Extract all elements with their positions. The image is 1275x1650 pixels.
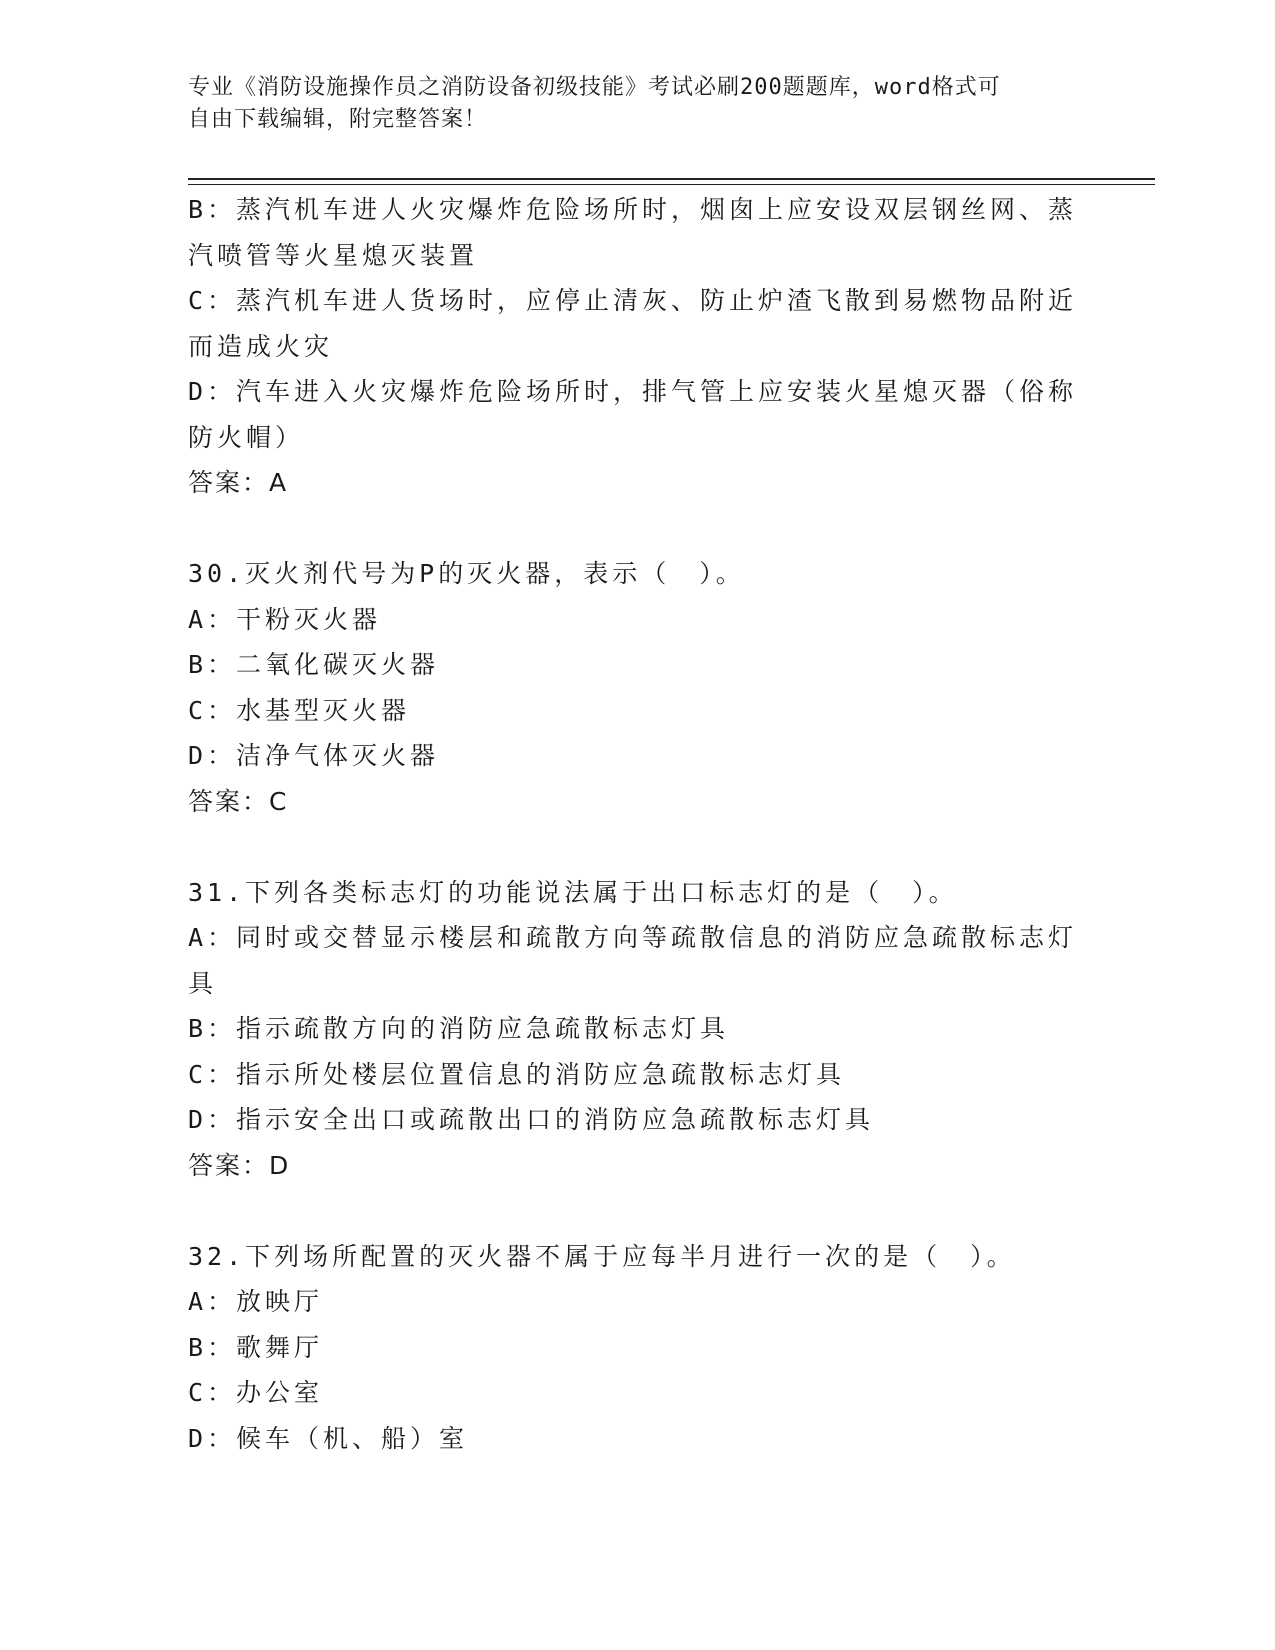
answer-text: 答案：C: [188, 786, 289, 816]
option-d: D：洁净气体灭火器: [188, 741, 440, 770]
option-c: C：办公室: [188, 1378, 324, 1407]
option-b: B：歌舞厅: [188, 1332, 324, 1362]
option-a: A：放映厅: [188, 1287, 324, 1316]
question-31: [188, 870, 1088, 1189]
option-b-line1: B：蒸汽机车进人火灾爆炸危险场所时，烟囱上应安设双层钢丝网、蒸: [188, 195, 1078, 224]
option-c-line2: 而造成火灾: [188, 331, 334, 361]
option-b-line2: 汽喷管等火星熄灭装置: [188, 240, 479, 270]
question-30: [188, 551, 1088, 824]
question-29-continued: [188, 187, 1088, 506]
question-list: [188, 187, 1088, 1461]
option-d: D：候车（机、船）室: [188, 1423, 469, 1453]
option-d: D：指示安全出口或疏散出口的消防应急疏散标志灯具: [188, 1105, 875, 1134]
question-text: 31.下列各类标志灯的功能说法属于出口标志灯的是（ ）。: [188, 877, 958, 907]
option-c-line1: C：蒸汽机车进人货场时，应停止清灰、防止炉渣飞散到易燃物品附近: [188, 286, 1078, 315]
page-header: [188, 72, 1068, 136]
question-32: [188, 1234, 1088, 1462]
spacer: [188, 824, 1088, 870]
option-a: A：干粉灭火器: [188, 604, 382, 634]
question-text: 30.灭火剂代号为P的灭火器，表示（ ）。: [188, 559, 745, 588]
option-b: B：二氧化碳灭火器: [188, 650, 440, 679]
option-c: C：指示所处楼层位置信息的消防应急疏散标志灯具: [188, 1059, 846, 1089]
option-d-line2: 防火帽）: [188, 422, 305, 452]
header-title-line2: 自由下载编辑，附完整答案！: [188, 107, 488, 132]
header-divider-thick: [188, 178, 1155, 180]
header-title-line1: 专业《消防设施操作员之消防设备初级技能》考试必刷200题题库，word格式可: [188, 75, 1001, 100]
option-c: C：水基型灭火器: [188, 695, 411, 725]
question-text: 32.下列场所配置的灭火器不属于应每半月进行一次的是（ ）。: [188, 1241, 1016, 1271]
spacer: [188, 506, 1088, 552]
option-d-line1: D：汽车进入火灾爆炸危险场所时，排气管上应安装火星熄灭器（俗称: [188, 377, 1078, 406]
spacer: [188, 1188, 1088, 1234]
answer-text: 答案：D: [188, 1150, 291, 1180]
option-a-line2: 具: [188, 968, 218, 998]
option-b: B：指示疏散方向的消防应急疏散标志灯具: [188, 1014, 730, 1043]
answer-text: 答案：A: [188, 468, 289, 497]
option-a-line1: A：同时或交替显示楼层和疏散方向等疏散信息的消防应急疏散标志灯: [188, 923, 1078, 952]
header-divider-thin: [188, 184, 1155, 185]
